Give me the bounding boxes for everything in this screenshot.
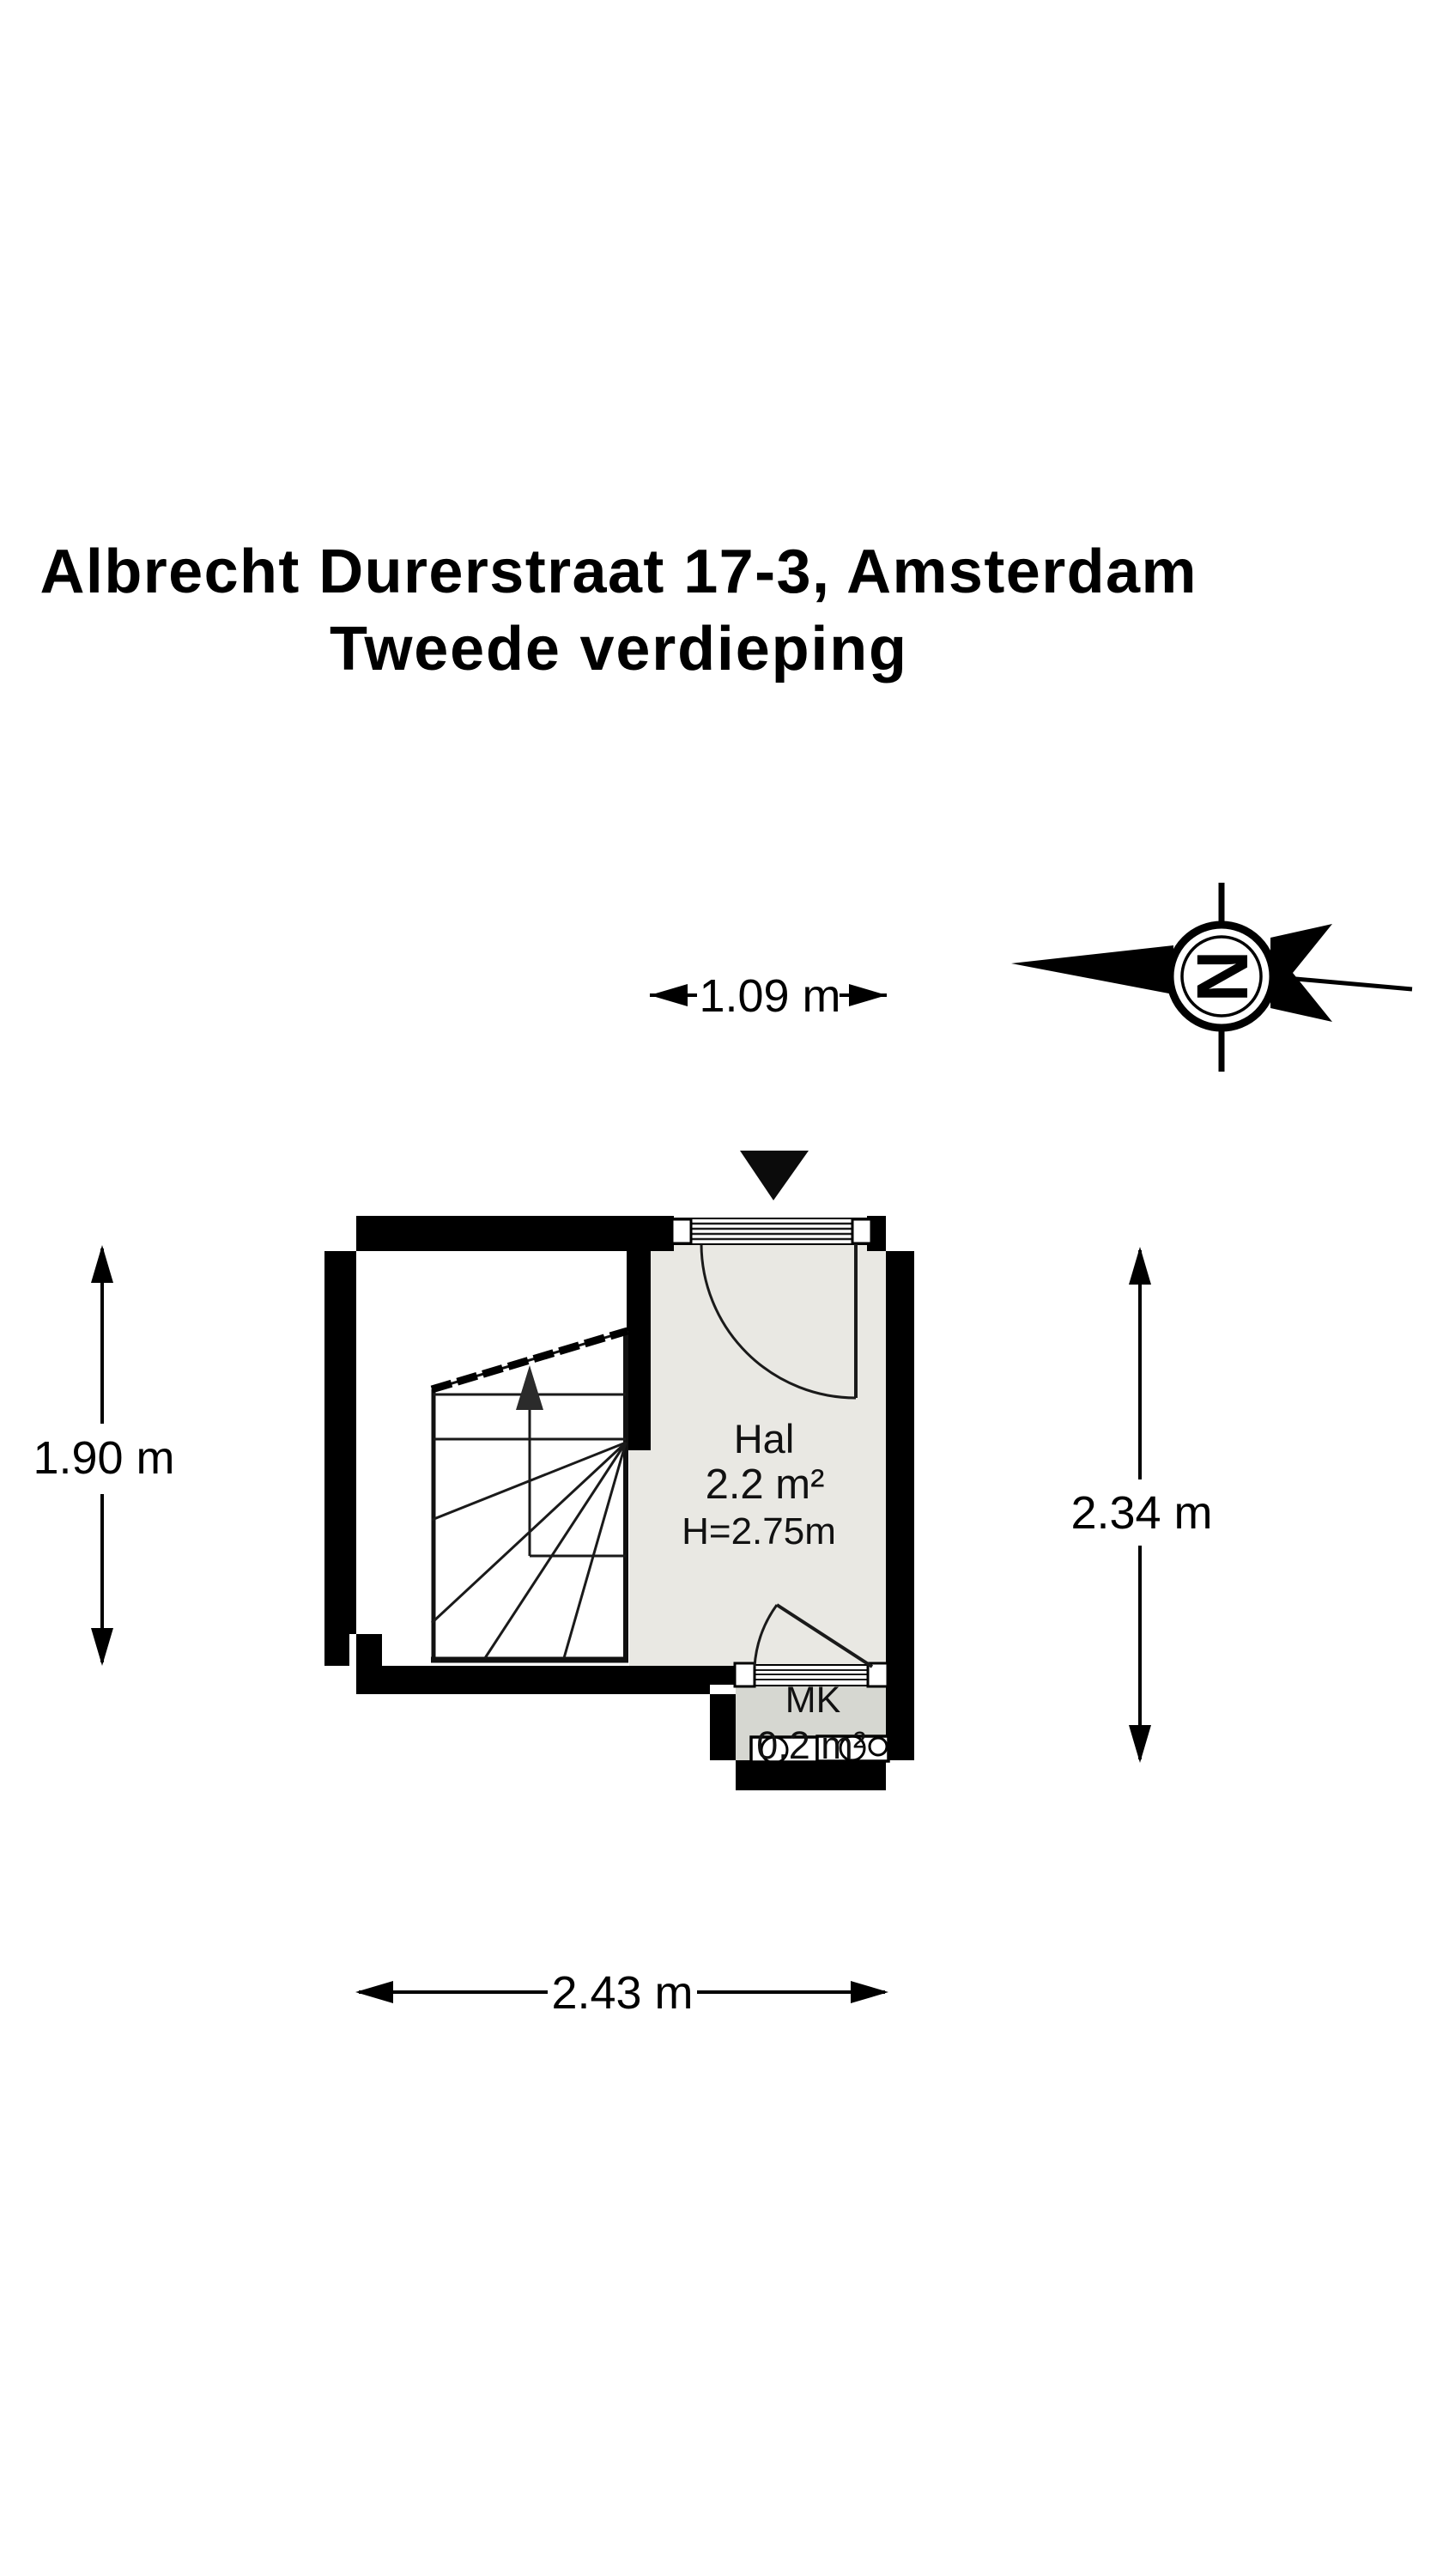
staircase — [431, 1331, 628, 1660]
compass-north-icon — [1011, 883, 1412, 1072]
dim-bottom-arrowhead-left — [355, 1981, 393, 2003]
dim-right-label: 2.34 m — [1070, 1487, 1213, 1539]
dim-bottom-label: 2.43 m — [551, 1967, 694, 2019]
dim-left-arrowhead-top — [91, 1245, 113, 1283]
mk-name-label: MK — [785, 1680, 841, 1721]
hal-name-label: Hal — [733, 1416, 795, 1461]
dimension-top — [650, 970, 887, 1022]
hal-area-label: 2.2 m² — [705, 1461, 825, 1508]
dim-right-arrowhead-bottom — [1129, 1725, 1151, 1763]
entrance-marker-icon — [740, 1151, 809, 1200]
entrance-door-sill — [674, 1218, 867, 1244]
dimension-bottom — [355, 1967, 888, 2019]
dimension-right — [1070, 1247, 1212, 1763]
dim-right-arrowhead-top — [1129, 1247, 1151, 1285]
title-block — [40, 538, 1197, 683]
mk-area-label: 0.2 m² — [756, 1723, 866, 1767]
dim-left-arrowhead-bottom — [91, 1628, 113, 1666]
compass-west-arrow — [1011, 945, 1173, 994]
hal-height-label: H=2.75m — [682, 1510, 836, 1552]
entrance-door-post-left — [672, 1219, 691, 1243]
compass-east-fletching — [1270, 924, 1332, 1022]
dim-top-label: 1.09 m — [699, 970, 841, 1022]
dimension-left — [33, 1245, 174, 1666]
dim-top-arrowhead-left — [650, 984, 688, 1006]
dim-left-label: 1.90 m — [33, 1432, 175, 1484]
title-line2: Tweede verdieping — [330, 615, 906, 683]
title-line1: Albrecht Durerstraat 17-3, Amsterdam — [39, 538, 1197, 606]
mk-door-post-left — [735, 1663, 755, 1686]
dim-bottom-arrowhead-right — [851, 1981, 888, 2003]
dim-top-arrowhead-right — [849, 984, 887, 1006]
entrance-door-post-right — [852, 1219, 871, 1243]
compass-letter: N — [1182, 950, 1263, 1003]
